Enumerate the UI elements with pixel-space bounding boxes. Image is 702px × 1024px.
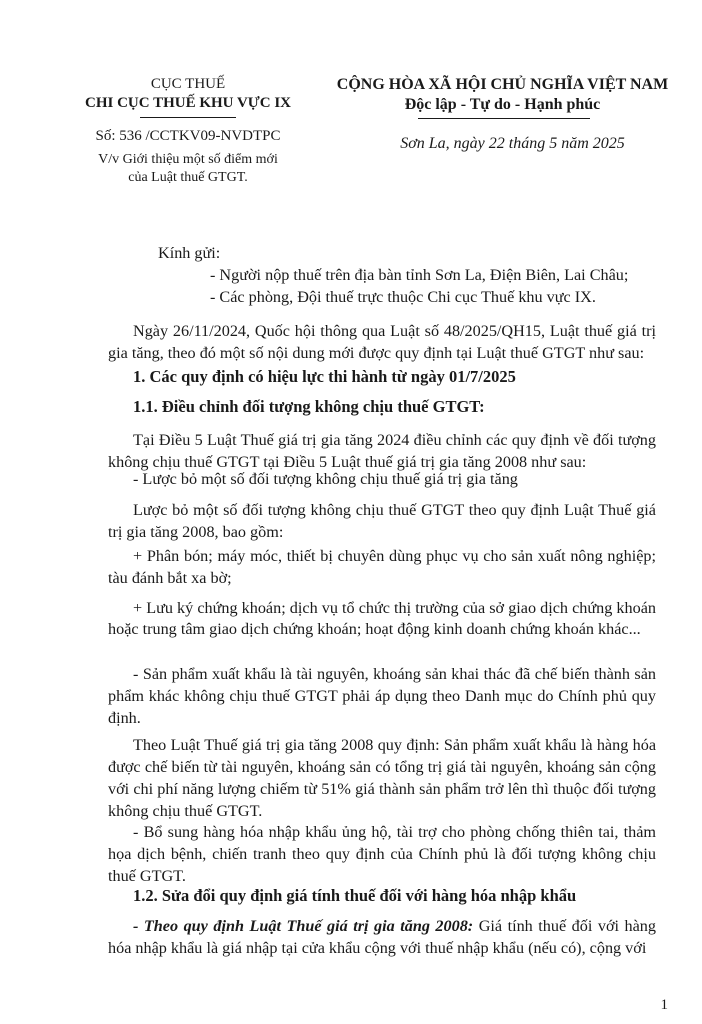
paragraph-3: Lược bỏ một số đối tượng không chịu thuế GTGT theo quy định Luật Thuế giá trị gia tăng 2008, bao gồm: [108,501,656,541]
recipient-item-2: - Các phòng, Đội thuế trực thuộc Chi cục Thuế khu vực IX. [210,288,596,306]
intro-paragraph: Ngày 26/11/2024, Quốc hội thông qua Luật số 48/2025/QH15, Luật thuế giá trị gia tăng, theo đó một số nội dung mới được quy định tại Luật thuế GTGT như sau: [108,322,656,362]
paragraph-2: - Lược bỏ một số đối tượng không chịu thuế giá trị gia tăng [133,470,518,488]
paragraph-7: Theo Luật Thuế giá trị gia tăng 2008 quy định: Sản phẩm xuất khẩu là hàng hóa được chế biến từ tài nguyên, khoáng sản có tổng trị giá tài nguyên, khoáng sản cộng với chi phí năng lượng chiếm từ 51% giá thành sản phẩm trở lên thì thuộc đối tượng không chịu thuế GTGT. [108,736,656,820]
doc-number: Số: 536 /CCTKV09-NVDTPC [95,128,281,144]
recipients-label: Kính gửi: [158,244,221,262]
paragraph-4: + Phân bón; máy móc, thiết bị chuyên dùng phục vụ cho sản xuất nông nghiệp; tàu đánh bắt xa bờ; [108,547,656,587]
motto-underline [418,118,590,119]
agency-underline [140,117,236,118]
agency-main: CHI CỤC THUẾ KHU VỰC IX [85,95,291,111]
paragraph-1: Tại Điều 5 Luật Thuế giá trị gia tăng 2024 điều chỉnh các quy định về đối tượng không chịu thuế GTGT tại Điều 5 Luật thuế giá trị gia tăng 2008 như sau: [108,431,656,471]
subject-line-2: của Luật thuế GTGT. [128,170,248,185]
nation-title: CỘNG HÒA XÃ HỘI CHỦ NGHĨA VIỆT NAM [336,76,669,93]
page-number: 1 [660,997,668,1013]
paragraph-8: - Bổ sung hàng hóa nhập khẩu ủng hộ, tài trợ cho phòng chống thiên tai, thảm họa dịch bệnh, chiến tranh theo quy định của Chính phủ là đối tượng không chịu thuế GTGT. [108,823,656,885]
recipient-item-1: - Người nộp thuế trên địa bàn tỉnh Sơn La, Điện Biên, Lai Châu; [210,266,629,284]
paragraph-9 [108,915,656,959]
place-date: Sơn La, ngày 22 tháng 5 năm 2025 [400,135,625,152]
paragraph-6: - Sản phẩm xuất khẩu là tài nguyên, khoáng sản khai thác đã chế biến thành sản phẩm khác không chịu thuế GTGT phải áp dụng theo Danh mục do Chính phủ quy định. [108,665,656,727]
subject-line-1: V/v Giới thiệu một số điểm mới [98,152,278,167]
section-1-1-heading: 1.1. Điều chỉnh đối tượng không chịu thuế GTGT: [133,397,485,416]
paragraph-5: + Lưu ký chứng khoán; dịch vụ tổ chức thị trường của sở giao dịch chứng khoán hoặc trung tâm giao dịch chứng khoán; hoạt động kinh doanh chứng khoán khác... [108,599,656,638]
motto: Độc lập - Tự do - Hạnh phúc [404,96,601,113]
section-1-2-heading: 1.2. Sửa đổi quy định giá tính thuế đối với hàng hóa nhập khẩu [133,886,577,905]
paragraph-9-rest: Giá tính thuế đối với hàng hóa nhập khẩu là giá nhập tại cửa khẩu cộng với thuế nhập khẩu (nếu có), cộng với [108,917,656,957]
section-1-heading: 1. Các quy định có hiệu lực thi hành từ ngày 01/7/2025 [133,367,516,386]
paragraph-9-lead: - Theo quy định Luật Thuế giá trị gia tăng 2008: [133,917,474,935]
agency-top: CỤC THUẾ [150,76,226,92]
